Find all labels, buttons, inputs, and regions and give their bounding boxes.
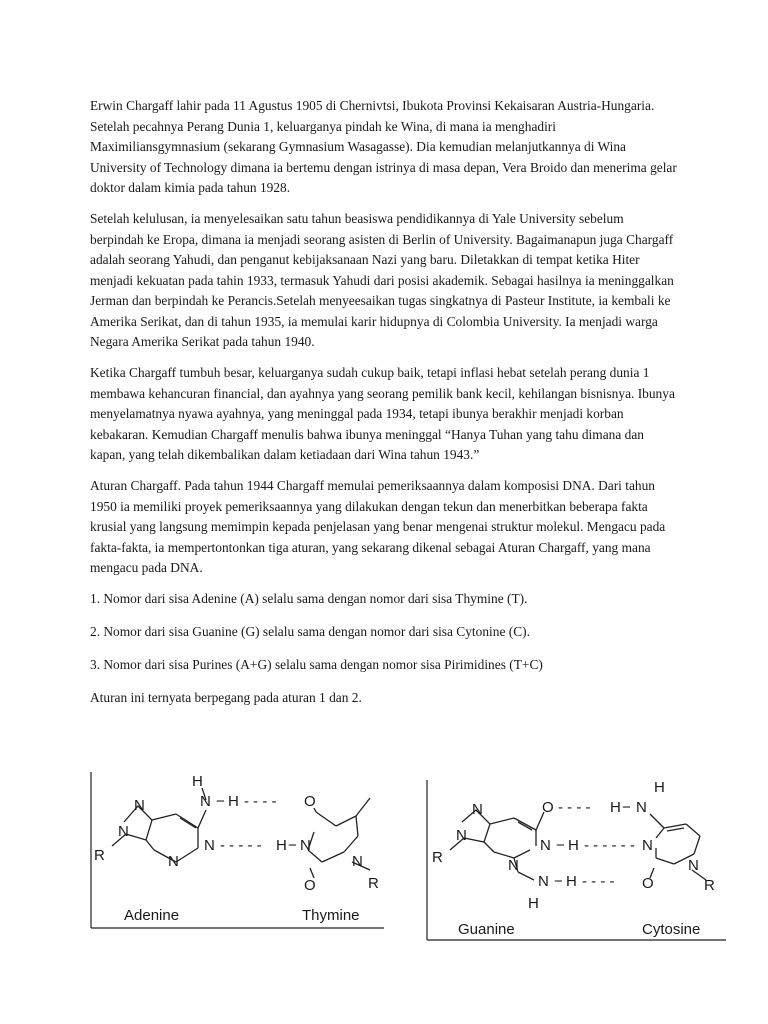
dash-d: − <box>556 837 565 854</box>
atom-o-bottom: O <box>642 875 654 892</box>
dash-b: − <box>288 837 297 854</box>
dash-a: − <box>216 793 225 810</box>
atom-n1: N <box>540 837 551 854</box>
atom-n1-thymine: N <box>352 853 363 870</box>
atom-h-n1: H <box>568 837 579 854</box>
text-body <box>90 96 680 721</box>
paragraph-career: Setelah kelulusan, ia menyelesaikan satu tahun beasiswa pendidikannya di Yale University sebelum berpindah ke Eropa, dimana ia menjadi seorang asisten di Berlin of University. Bagaimanapun juga Chargaff adalah seorang Yahudi, dan penganut kebijaksanaan Nazi yang baru. Diletakkan di tempat ketika Hiter menjadi kekuatan pada tahin 1933, termasuk Yahudi dari posisi akademik. Sebagai hasilnya ia meninggalkan Jerman dan berpindah ke Perancis.Setelah menyeesaikan tugas singkatnya di Pasteur Institute, ia kembali ke Amerika Serikat, dan di tahun 1935, ia memulai karir hidupnya di Colombia University. Ia menjadi warga Negara Amerika Serikat pada tahun 1940. <box>90 211 674 349</box>
paragraph-family: Ketika Chargaff tumbuh besar, keluarganya sudah cukup baik, tetapi inflasi hebat setelah perang dunia 1 membawa kehancuran financial, dan ayahnya yang seorang pemilik bank kecil, kehilangan bisnisnya. Ibunya menyelamatnya nyawa ayahnya, yang meninggal pada 1934, tetapi ibunya berakhir menjadi korban kebakaran. Kemudian Chargaff menulis bahwa ibunya meninggal “Hanya Tuhan yang tahu dimana dan kapan, yang telah dikembalikan dalam ketiadaan dari Wina tahun 1943.” <box>90 365 675 462</box>
closing-sentence: Aturan ini ternyata berpegang pada aturan 1 dan 2. <box>90 690 362 705</box>
hbond-dash-1: - - - - <box>558 799 591 816</box>
rule-1: 1. Nomor dari sisa Adenine (A) selalu sama dengan nomor dari sisa Thymine (T). <box>90 591 528 606</box>
atom-n3-thymine: N <box>300 837 311 854</box>
atom-h-amino: H <box>566 873 577 890</box>
atom-n1: N <box>204 837 215 854</box>
label-guanine: Guanine <box>458 921 515 938</box>
atom-r-right: R <box>368 875 379 892</box>
hbond-dash-3: - - - - <box>582 873 615 890</box>
dash-c: − <box>622 799 631 816</box>
figure-adenine-thymine <box>88 770 388 940</box>
atom-n1-cytosine: N <box>688 857 699 874</box>
label-adenine: Adenine <box>124 907 180 924</box>
atom-h-mid1: H <box>610 799 621 816</box>
paragraph-birth: Erwin Chargaff lahir pada 11 Agustus 1905 di Chernivtsi, Ibukota Provinsi Kekaisaran Austria-Hungaria. Setelah pecahnya Perang Dunia 1, keluarganya pindah ke Wina, di mana ia menghadiri Maximiliansgymnasium (sekarang Gymnasium Wasagasse). Dia kemudian melanjutkannya di Wina University of Technology dimana ia bertemu dengan istrinya di masa depan, Vera Broido dan menerima gelar doktor dalam kimia pada tahun 1928. <box>90 98 677 195</box>
atom-amino-h: H <box>228 793 239 810</box>
atom-n3-cytosine: N <box>642 837 653 854</box>
atom-h-imide: H <box>276 837 287 854</box>
rule-2: 2. Nomor dari sisa Guanine (G) selalu sama dengan nomor dari sisa Cytonine (C). <box>90 624 530 639</box>
atom-amino-n-guanine: N <box>538 873 549 890</box>
hbond-dash-1: - - - - <box>244 793 277 810</box>
atom-o-bottom: O <box>304 877 316 894</box>
dash-e: − <box>554 873 563 890</box>
atom-o-top: O <box>542 799 554 816</box>
label-cytosine: Cytosine <box>642 921 701 938</box>
paragraph-chargaff-rules: Aturan Chargaff. Pada tahun 1944 Chargaff memulai pemeriksaannya dalam komposisi DNA. Dari tahun 1950 ia memiliki proyek pemeriksaannya yang dilakukan dengan tekun dan menerbitkan beberapa fakta krusial yang langsung memimpin kepada penjelasan yang benar mengenai struktur molekul. Mengacu pada fakta-fakta, ia mempertontonkan tiga aturan, yang sekarang dikenal sebagai Aturan Chargaff, yang mana mengacu pada DNA. <box>90 478 666 575</box>
hbond-dash-2: - - - - - <box>220 837 262 854</box>
rule-3: 3. Nomor dari sisa Purines (A+G) selalu sama dengan nomor sisa Pirimidines (T+C) <box>90 657 543 672</box>
atom-h-bottom: H <box>528 895 539 912</box>
atom-h-top: H <box>654 779 665 796</box>
atom-n9: N <box>456 827 467 844</box>
atom-n3: N <box>168 853 179 870</box>
guanine-cytosine-diagram <box>424 776 728 946</box>
figure-guanine-cytosine <box>424 776 728 946</box>
adenine-thymine-diagram <box>88 770 388 940</box>
atom-h-top: H <box>192 773 203 790</box>
atom-n7: N <box>134 797 145 814</box>
atom-n7: N <box>472 801 483 818</box>
atom-n3: N <box>508 857 519 874</box>
atom-amino-n-cytosine: N <box>636 799 647 816</box>
atom-n9: N <box>118 823 129 840</box>
guanine-structure <box>450 810 544 880</box>
atom-r-left: R <box>432 849 443 866</box>
hbond-dash-2: - - - - - - <box>584 837 635 854</box>
atom-r-right: R <box>704 877 715 894</box>
atom-r-left: R <box>94 847 105 864</box>
atom-amino-n: N <box>200 793 211 810</box>
label-thymine: Thymine <box>302 907 360 924</box>
atom-o-top: O <box>304 793 316 810</box>
